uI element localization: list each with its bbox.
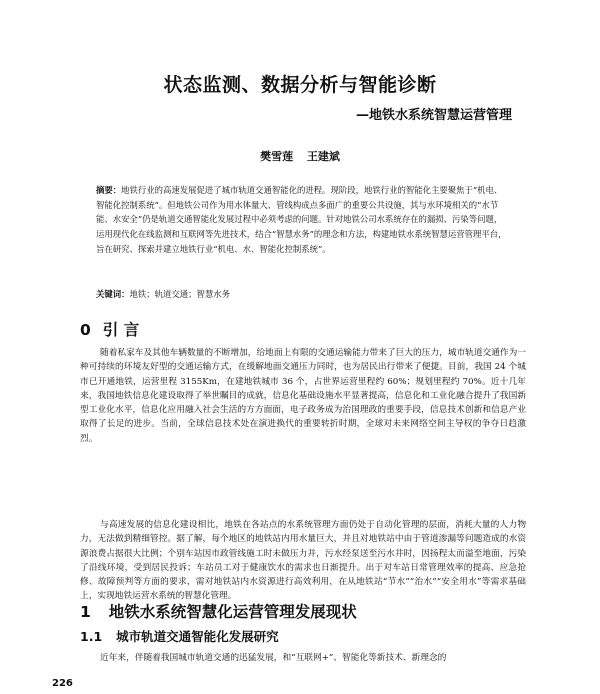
section-title: 地铁水系统智慧化运营管理发展现状 (108, 603, 357, 621)
abstract (96, 183, 508, 257)
section-number: 0 (80, 321, 91, 339)
section-title: 引 言 (102, 321, 140, 339)
keywords-label: 关键词： (96, 289, 130, 299)
paper-subtitle: —地铁水系统智慧运营管理 (355, 108, 512, 123)
paper-title: 状态监测、数据分析与智能诊断 (163, 74, 437, 96)
section-heading-0 (80, 318, 139, 340)
page-number: 226 (52, 678, 73, 689)
section-number: 1 (80, 603, 91, 621)
keywords-text: 地铁；轨道交通；智慧水务 (129, 289, 230, 299)
paragraph: 随着私家车及其他车辆数量的不断增加，给地面上有限的交通运输能力带来了巨大的压力，城市轨道交通作为一种可持续的环境友好型的交通运输方式，在缓解地面交通压力同时，也为居民出行带来了便捷。目前，我国 24 个城市已开通地铁，运营里程 3155Km，在建地铁城市 36 个，占世界运营里程约 60%；规划里程约 70%。近十几年来，我国地铁信息化建设取得了举世瞩目的成就，信息化基础设施水平显著提高，信息化和工业化融合提升了我国新型工业化水平，信息化应用融入社会生活的方方面面，电子政务成为治国理政的重要手段，信息技术创新和信息产业取得了长足的进步。当前，全球信息技术处在演进换代的重要转折时期，全球对未来网络空间主导权的争夺日趋激烈。 (80, 348, 526, 444)
subsection-heading-1-1 (80, 627, 279, 645)
authors: 樊雪莲 王建斌 (260, 150, 340, 163)
abstract-text: 地铁行业的高速发展促进了城市轨道交通智能化的进程。现阶段，地铁行业的智能化主要聚焦于“机电、智能化控制系统”。但地铁公司作为用水体量大、管线构成点多面广的重要公共设施，其与水环境相关的“水节能、水安全”仍是轨道交通智能化发展过程中必须考虑的问题。针对地铁公司水系统存在的漏损、污染等问题，运用现代化在线监测和互联网等先进技术，结合“智慧水务”的理念和方法，构建地铁水系统智慧运营管理平台，旨在研究、探索并建立地铁行业“机电、水、智能化控制系统”。 (96, 185, 507, 254)
section-heading-1 (80, 600, 357, 622)
paragraph: 近年来，伴随着我国城市轨道交通的迅猛发展，和“互联网+”、智能化等新技术、新理念的 (100, 653, 447, 663)
subsection-number: 1.1 (80, 629, 103, 644)
paragraph: 与高速发展的信息化建设相比，地铁在各站点的水系统管理方面仍处于自动化管理的层面，消耗大量的人力物力，无法做到精细管控。据了解，每个地区的地铁站内用水量巨大，并且对地铁站中由于管道渗漏等问题造成的水资源浪费占据很大比例；个别车站因市政管线施工时未做压力并，污水经泵送至污水井时，因扬程太而溢至地面，污染了沿线环境，受到居民投诉；车站员工对于健康饮水的需求也日渐提升。出于对车站日常管理效率的提高、应急抢修、故障预判等方面的要求，需对地铁站内水资源进行高效利用，在从地铁站“节水”“治水”“安全用水”等需求基础上，实现地铁运营水系统的智慧化管理。 (80, 520, 526, 602)
keywords (96, 288, 230, 300)
subsection-title: 城市轨道交通智能化发展研究 (116, 629, 279, 644)
abstract-label: 摘要： (96, 185, 122, 195)
